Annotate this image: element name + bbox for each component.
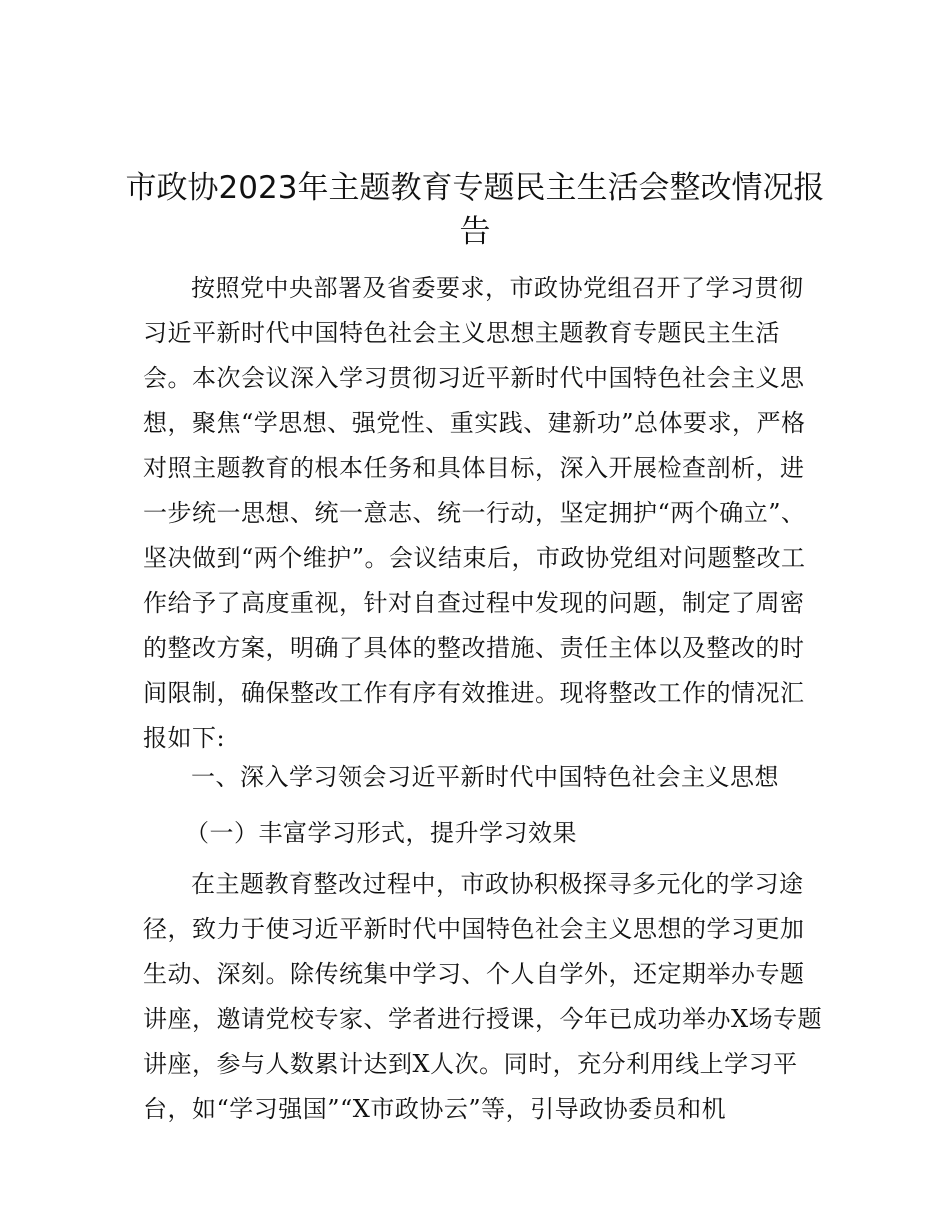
subsection-paragraph: 在主题教育整改过程中，市政协积极探寻多元化的学习途径，致力于使习近平新时代中国特色社会主义思想的学习更加生动、深刻。除传统集中学习、个人自学外，还定期举办专题讲座，邀请党校专家、学者进行授课，今年已成功举办X场专题讲座，参与人数累计达到X人次。同时，充分利用线上学习平台，如“学习强国”“X市政协云”等，引导政协委员和机 [143,870,823,1123]
section-heading: 一、深入学习领会习近平新时代中国特色社会主义思想 [191,763,779,791]
intro-paragraph: 按照党中央部署及省委要求，市政协党组召开了学习贯彻习近平新时代中国特色社会主义思想主题教育专题民主生活会。本次会议深入学习贯彻习近平新时代中国特色社会主义思想，聚焦“学思想、强党性、重实践、建新功”总体要求，严格对照主题教育的根本任务和具体目标，深入开展检查剖析，进一步统一思想、统一意志、统一行动，坚定拥护“两个确立”、坚决做到“两个维护”。会议结束后，市政协党组对问题整改工作给予了高度重视，针对自查过程中发现的问题，制定了周密的整改方案，明确了具体的整改措施、责任主体以及整改的时间限制，确保整改工作有序有效推进。现将整改工作的情况汇报如下: [143,274,806,752]
document-title: 市政协2023年主题教育专题民主生活会整改情况报告 [125,170,825,250]
subsection-heading: （一）丰富学习形式，提升学习效果 [185,819,577,847]
